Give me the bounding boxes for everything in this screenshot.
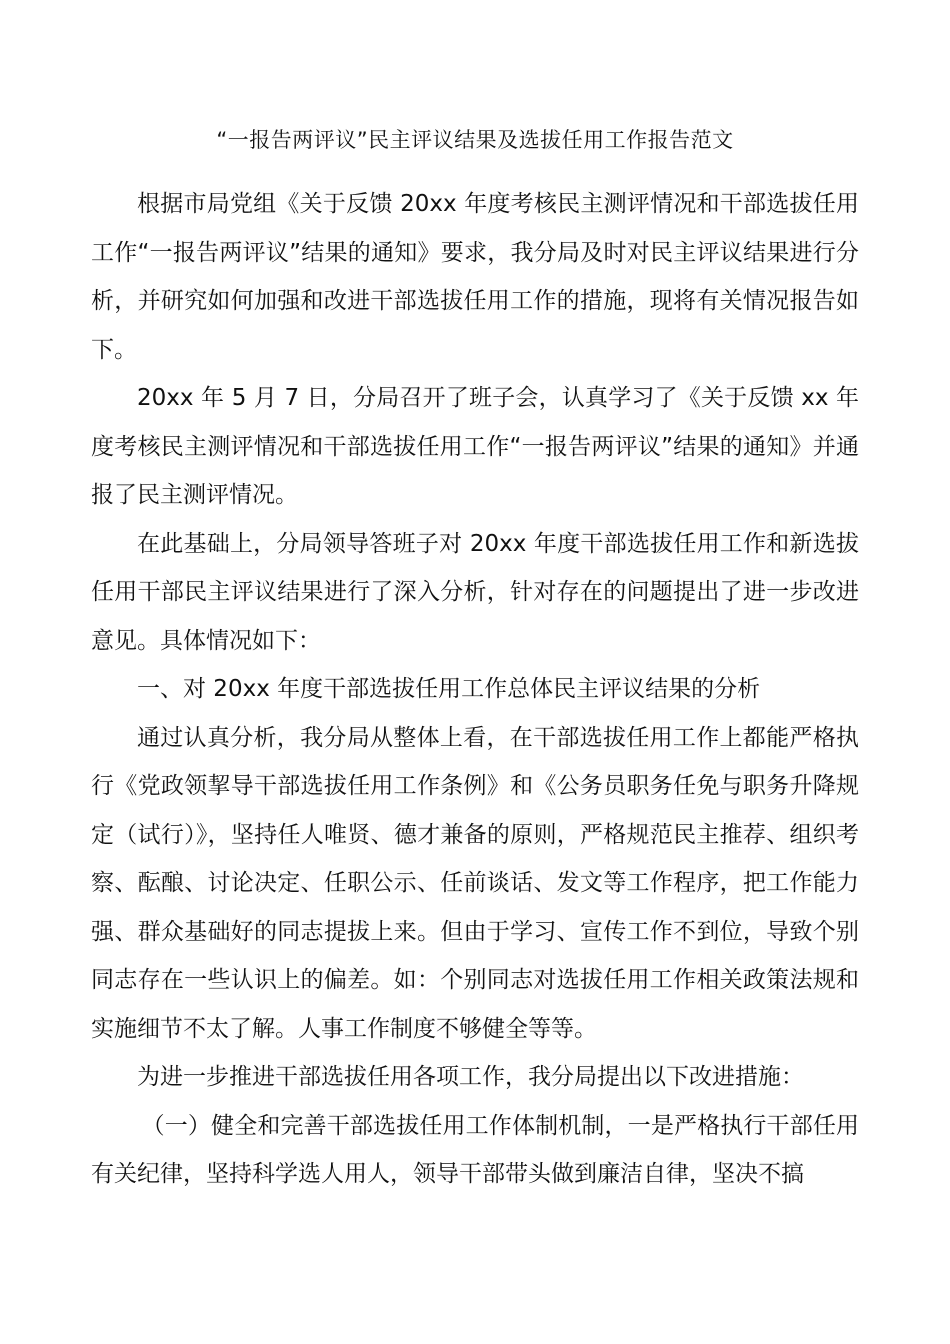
paragraph-measure-1: （一）健全和完善干部选拔任用工作体制机制，一是严格执行干部任用有关纪律，坚持科学选人用人，领导干部带头做到廉洁自律，坚决不搞 <box>91 1112 859 1187</box>
paragraph-meeting: 20xx 年 5 月 7 日，分局召开了班子会，认真学习了《关于反馈 xx 年度考核民主测评情况和干部选拔任用工作“一报告两评议”结果的通知》并通报了民主测评情况。 <box>91 385 859 508</box>
document-title: “一报告两评议”民主评议结果及选拔任用工作报告范文 <box>216 128 734 152</box>
paragraph-intro: 根据市局党组《关于反馈 20xx 年度考核民主测评情况和干部选拔任用工作“一报告两评议”结果的通知》要求，我分局及时对民主评议结果进行分析，并研究如何加强和改进干部选拔任用工作的措施，现将有关情况报告如下。 <box>91 191 859 363</box>
document-body <box>91 180 859 1199</box>
paragraph-overall-analysis: 通过认真分析，我分局从整体上看，在干部选拔任用工作上都能严格执行《党政领挈导干部选拔任用工作条例》和《公务员职务任免与职务升降规定（试行）》，坚持任人唯贤、德才兼备的原则，严格规范民主推荐、组织考察、酝酿、讨论决定、任职公示、任前谈话、发文等工作程序，把工作能力强、群众基础好的同志提拔上来。但由于学习、宣传工作不到位，导致个别同志存在一些认识上的偏差。如：个别同志对选拔任用工作相关政策法规和实施细节不太了解。人事工作制度不够健全等等。 <box>91 724 859 1042</box>
section-heading-1: 一、对 20xx 年度干部选拔任用工作总体民主评议结果的分析 <box>137 676 761 702</box>
paragraph-measures-intro: 为进一步推进干部选拔任用各项工作，我分局提出以下改进措施： <box>137 1064 804 1090</box>
paragraph-analysis-basis: 在此基础上，分局领导答班子对 20xx 年度干部选拔任用工作和新选拔任用干部民主评议结果进行了深入分析，针对存在的问题提出了进一步改进意见。具体情况如下： <box>91 530 859 654</box>
